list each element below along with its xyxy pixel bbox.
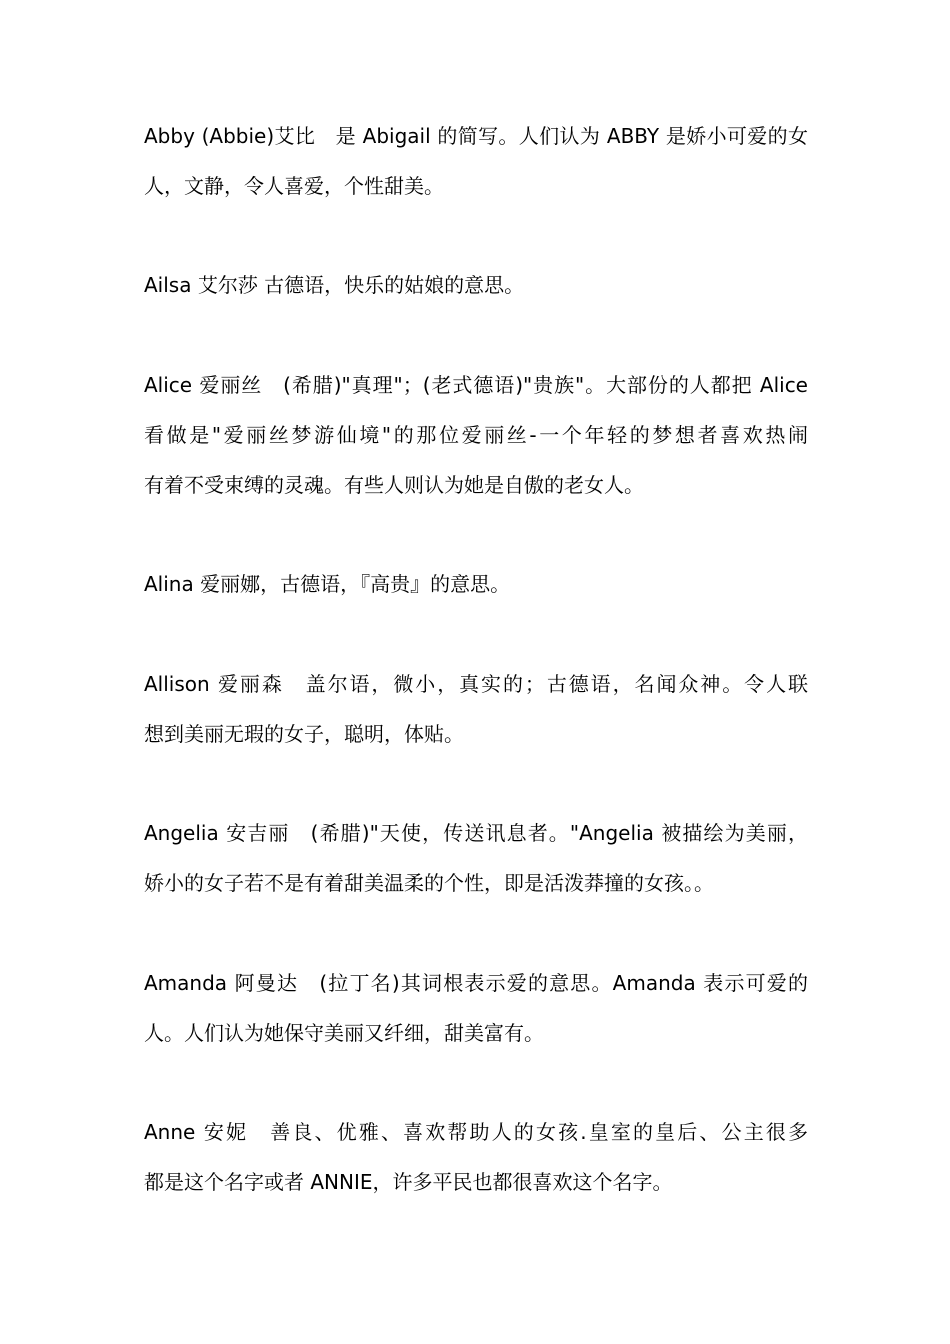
name-entry-anne	[144, 1107, 808, 1207]
entry-line: 看做是"爱丽丝梦游仙境"的那位爱丽丝-一个年轻的梦想者喜欢热闹	[144, 423, 808, 447]
entry-line: 人。人们认为她保守美丽又纤细，甜美富有。	[144, 1021, 544, 1045]
name-entry-alina	[144, 559, 808, 609]
name-entry-allison	[144, 659, 808, 759]
entry-line: Anne 安妮 善良、优雅、喜欢帮助人的女孩.皇室的皇后、公主很多	[144, 1120, 808, 1144]
name-entry-abby	[144, 111, 808, 211]
entry-line: 娇小的女子若不是有着甜美温柔的个性，即是活泼莽撞的女孩。。	[144, 871, 714, 895]
entry-line: Ailsa 艾尔莎 古德语，快乐的姑娘的意思。	[144, 273, 525, 297]
entry-line: 想到美丽无瑕的女子，聪明，体贴。	[144, 722, 464, 746]
entry-line: Abby (Abbie)艾比 是 Abigail 的简写。人们认为 ABBY 是娇小可爱的女	[144, 124, 808, 148]
entry-line: 人，文静，令人喜爱，个性甜美。	[144, 174, 444, 198]
entry-line: 有着不受束缚的灵魂。有些人则认为她是自傲的老女人。	[144, 473, 644, 497]
name-entry-ailsa	[144, 260, 808, 310]
name-entry-angelia	[144, 808, 808, 908]
entry-line: Amanda 阿曼达 (拉丁名)其词根表示爱的意思。Amanda 表示可爱的	[144, 971, 808, 995]
entry-line: Allison 爱丽森 盖尔语，微小，真实的；古德语，名闻众神。令人联	[144, 672, 808, 696]
entry-line: Alice 爱丽丝 (希腊)"真理"；(老式德语)"贵族"。大部份的人都把 Alice	[144, 373, 808, 397]
entry-line: Alina 爱丽娜，古德语，『高贵』的意思。	[144, 572, 511, 596]
name-entry-alice	[144, 360, 808, 510]
name-entry-amanda	[144, 958, 808, 1058]
entry-line: Angelia 安吉丽 (希腊)"天使，传送讯息者。"Angelia 被描绘为美丽，	[144, 821, 808, 845]
entry-line: 都是这个名字或者 ANNIE，许多平民也都很喜欢这个名字。	[144, 1170, 673, 1194]
